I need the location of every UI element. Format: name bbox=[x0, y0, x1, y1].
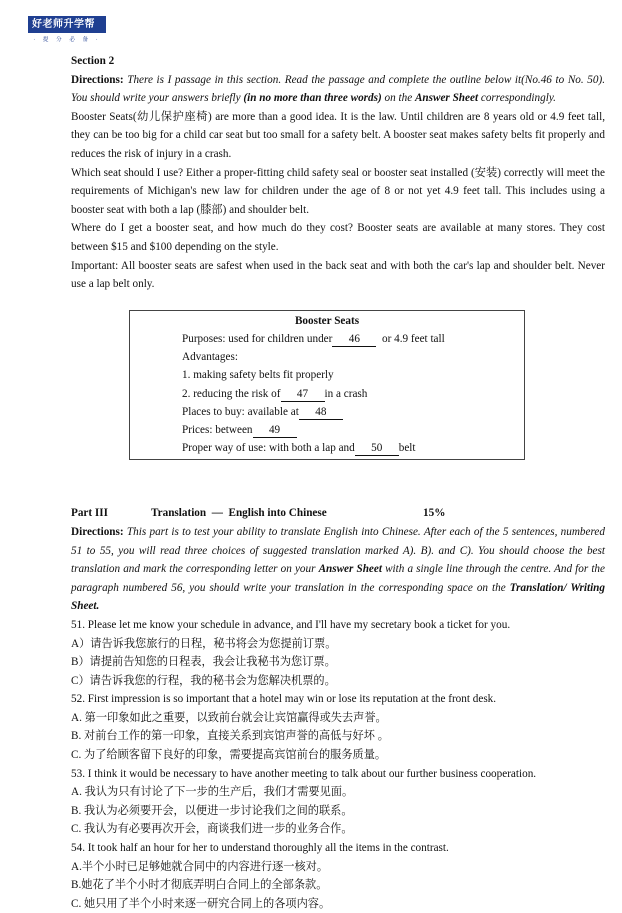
outline-purposes bbox=[182, 330, 524, 348]
part-title: Translation — English into Chinese bbox=[151, 507, 327, 520]
question-53: 53. I think it would be necessary to have another meeting to talk about our further business cooperation. bbox=[71, 767, 537, 780]
question-51: 51. Please let me know your schedule in advance, and I'll have my secretary book a ticket for you. bbox=[71, 618, 511, 631]
option-53-c: C. 我认为有必要再次开会，商谈我们进一步的业务合作。 bbox=[71, 823, 353, 836]
brand-logo bbox=[28, 16, 106, 50]
option-52-a: A. 第一印象如此之重要，以致前台就会让宾馆赢得或失去声誉。 bbox=[71, 711, 387, 724]
outline-prices bbox=[182, 421, 524, 439]
outline-text: Places to buy: available at bbox=[182, 405, 299, 418]
passage-paragraph: Important: All booster seats are safest when used in the back seat and with both the car's lap and shoulder belt. Never use a lap belt only. bbox=[71, 259, 605, 291]
directions-emphasis: Translation/ Writing Sheet. bbox=[71, 581, 605, 613]
logo-subtext: · 提 分 必 备 · bbox=[33, 37, 101, 43]
part-label: Part III bbox=[71, 507, 108, 520]
option-52-c: C. 为了给顾客留下良好的印象，需要提高宾馆前台的服务质量。 bbox=[71, 749, 387, 762]
directions-emphasis: Answer Sheet bbox=[318, 563, 382, 576]
answer-blank-49: 49 bbox=[253, 424, 297, 438]
option-51-c: C）请告诉我您的行程，我的秘书会为您解决机票的。 bbox=[71, 674, 336, 687]
outline-text: Prices: between bbox=[182, 423, 253, 436]
directions-emphasis: (in no more than three words) bbox=[243, 92, 382, 105]
directions-label: Directions: bbox=[71, 73, 124, 86]
outline-advantage-2 bbox=[182, 385, 524, 403]
answer-blank-46: 46 bbox=[332, 333, 376, 347]
directions-text: with a single line through the centre. And for the paragraph numbered 56, you should write your translation in the corresponding space on the bbox=[71, 563, 605, 594]
outline-advantage-1: 1. making safety belts fit properly bbox=[182, 369, 334, 382]
answer-blank-47: 47 bbox=[281, 388, 325, 402]
directions-text: correspondingly. bbox=[478, 92, 556, 105]
directions-text: on the bbox=[381, 92, 415, 105]
directions-text: There is I passage in this section. Read the passage and complete the outline below it(No.46 to No. 50). You should write your answers briefly bbox=[71, 73, 605, 105]
outline-title: Booster Seats bbox=[294, 314, 360, 327]
section2-directions bbox=[71, 71, 605, 108]
option-54-a: A.半个小时已足够她就合同中的内容进行逐一核对。 bbox=[71, 860, 329, 873]
outline-text: in a crash bbox=[324, 387, 368, 400]
option-51-a: A）请告诉我您旅行的日程，秘书将会为您提前订票。 bbox=[71, 637, 337, 650]
answer-blank-48: 48 bbox=[299, 406, 343, 420]
answer-blank-50: 50 bbox=[355, 442, 399, 456]
outline-text: or 4.9 feet tall bbox=[381, 332, 445, 345]
outline-use bbox=[182, 439, 524, 457]
option-51-b: B）请提前告知您的日程表，我会让我秘书为您订票。 bbox=[71, 656, 336, 669]
option-52-b: B. 对前台工作的第一印象，直接关系到宾馆声誉的高低与好坏 。 bbox=[71, 730, 389, 743]
option-53-b: B. 我认为必须要开会，以便进一步讨论我们之间的联系。 bbox=[71, 804, 353, 817]
question-54: 54. It took half an hour for her to understand thoroughly all the items in the contrast. bbox=[71, 842, 449, 855]
directions-text: This part is to test your ability to translate English into Chinese. After each of the 5 sentences, numbered 51 to 55, you will read three choices of suggested translation marked A). B). and C). You should choose the best translation and mark the corresponding letter on your bbox=[71, 525, 605, 576]
part3-directions bbox=[71, 523, 605, 616]
outline-advantages: Advantages: bbox=[182, 351, 238, 364]
passage-paragraph: Booster Seats(幼儿保护座椅) are more than a good idea. It is the law. Until children are 8 years old or 4.9 feet tall, they can be too big for a child car seat but too small for a safety belt. A booster seat makes safety belts fit properly and reduces the risk of injury in a crash. bbox=[71, 110, 605, 160]
outline-text: 2. reducing the risk of bbox=[182, 387, 281, 400]
outline-text: Proper way of use: with both a lap and bbox=[182, 442, 355, 455]
option-54-c: C. 她只用了半个小时来逐一研究合同上的各项内容。 bbox=[71, 897, 331, 910]
directions-label: Directions: bbox=[71, 525, 124, 538]
outline-places bbox=[182, 403, 524, 421]
option-53-a: A. 我认为只有讨论了下一步的生产后，我们才需要见面。 bbox=[71, 786, 354, 799]
outline-text: belt bbox=[398, 442, 416, 455]
directions-emphasis: Answer Sheet bbox=[414, 92, 479, 105]
option-54-b: B.她花了半个小时才彻底弄明白合同上的全部条款。 bbox=[71, 879, 328, 892]
passage-paragraph: Where do I get a booster seat, and how much do they cost? Booster seats are available at many stores. They cost between $15 and $100 depending on the style. bbox=[71, 222, 605, 253]
logo-text: 好老师升学帮 bbox=[28, 16, 106, 33]
outline-box bbox=[129, 310, 525, 461]
part-score: 15% bbox=[423, 507, 446, 520]
question-52: 52. First impression is so important that a hotel may win or lose its reputation at the front desk. bbox=[71, 693, 497, 706]
section-title: Section 2 bbox=[71, 55, 115, 67]
passage-paragraph: Which seat should I use? Either a proper-fitting child safety seal or booster seat installed (安装) correctly will meet the requirements of Michigan's new law for children under the age of 8 or not yet 4.9 feet tall. This includes using a booster seat with both a lap (膝部) and shoulder belt. bbox=[71, 166, 605, 216]
part3-heading bbox=[71, 504, 605, 523]
outline-text: Purposes: used for children under bbox=[182, 332, 333, 345]
document-body bbox=[71, 52, 605, 913]
